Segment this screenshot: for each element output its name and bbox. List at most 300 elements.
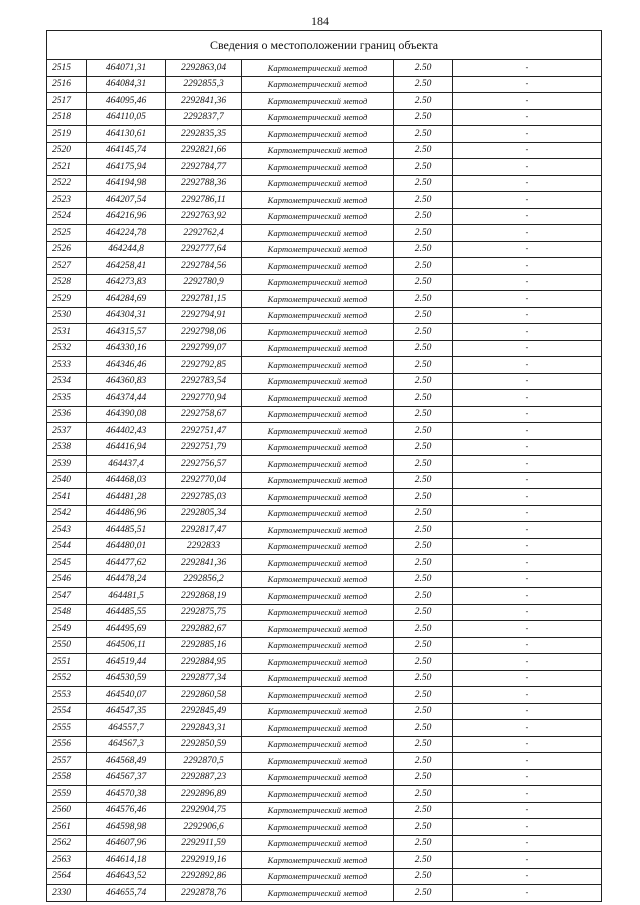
accuracy-cell: 2.50 bbox=[394, 456, 453, 473]
method-cell: Картометрический метод bbox=[242, 456, 394, 473]
x-coordinate-cell: 464304,31 bbox=[87, 307, 166, 324]
y-coordinate-cell: 2292799,07 bbox=[166, 340, 242, 357]
table-row bbox=[47, 687, 602, 704]
y-coordinate-cell: 2292837,7 bbox=[166, 109, 242, 126]
x-coordinate-cell: 464224,78 bbox=[87, 225, 166, 242]
description-cell: - bbox=[453, 571, 602, 588]
point-number-cell: 2547 bbox=[47, 588, 87, 605]
y-coordinate-cell: 2292751,47 bbox=[166, 423, 242, 440]
description-cell: - bbox=[453, 654, 602, 671]
point-number-cell: 2539 bbox=[47, 456, 87, 473]
table-row bbox=[47, 637, 602, 654]
y-coordinate-cell: 2292821,66 bbox=[166, 142, 242, 159]
point-number-cell: 2526 bbox=[47, 241, 87, 258]
description-cell: - bbox=[453, 802, 602, 819]
point-number-cell: 2546 bbox=[47, 571, 87, 588]
y-coordinate-cell: 2292877,34 bbox=[166, 670, 242, 687]
description-cell: - bbox=[453, 522, 602, 539]
accuracy-cell: 2.50 bbox=[394, 538, 453, 555]
x-coordinate-cell: 464481,28 bbox=[87, 489, 166, 506]
accuracy-cell: 2.50 bbox=[394, 175, 453, 192]
point-number-cell: 2556 bbox=[47, 736, 87, 753]
y-coordinate-cell: 2292904,75 bbox=[166, 802, 242, 819]
y-coordinate-cell: 2292868,19 bbox=[166, 588, 242, 605]
accuracy-cell: 2.50 bbox=[394, 687, 453, 704]
description-cell: - bbox=[453, 142, 602, 159]
x-coordinate-cell: 464346,46 bbox=[87, 357, 166, 374]
y-coordinate-cell: 2292780,9 bbox=[166, 274, 242, 291]
x-coordinate-cell: 464614,18 bbox=[87, 852, 166, 869]
description-cell: - bbox=[453, 291, 602, 308]
x-coordinate-cell: 464495,69 bbox=[87, 621, 166, 638]
x-coordinate-cell: 464481,5 bbox=[87, 588, 166, 605]
y-coordinate-cell: 2292882,67 bbox=[166, 621, 242, 638]
method-cell: Картометрический метод bbox=[242, 93, 394, 110]
description-cell: - bbox=[453, 703, 602, 720]
accuracy-cell: 2.50 bbox=[394, 753, 453, 770]
table-row bbox=[47, 522, 602, 539]
table-row bbox=[47, 241, 602, 258]
table-row bbox=[47, 192, 602, 209]
table-row bbox=[47, 621, 602, 638]
table-row bbox=[47, 571, 602, 588]
accuracy-cell: 2.50 bbox=[394, 439, 453, 456]
x-coordinate-cell: 464437,4 bbox=[87, 456, 166, 473]
point-number-cell: 2529 bbox=[47, 291, 87, 308]
table-row bbox=[47, 175, 602, 192]
x-coordinate-cell: 464568,49 bbox=[87, 753, 166, 770]
point-number-cell: 2542 bbox=[47, 505, 87, 522]
x-coordinate-cell: 464547,35 bbox=[87, 703, 166, 720]
method-cell: Картометрический метод bbox=[242, 637, 394, 654]
description-cell: - bbox=[453, 472, 602, 489]
y-coordinate-cell: 2292770,94 bbox=[166, 390, 242, 407]
y-coordinate-cell: 2292784,56 bbox=[166, 258, 242, 275]
x-coordinate-cell: 464330,16 bbox=[87, 340, 166, 357]
method-cell: Картометрический метод bbox=[242, 324, 394, 341]
y-coordinate-cell: 2292863,04 bbox=[166, 60, 242, 77]
point-number-cell: 2552 bbox=[47, 670, 87, 687]
x-coordinate-cell: 464506,11 bbox=[87, 637, 166, 654]
accuracy-cell: 2.50 bbox=[394, 324, 453, 341]
page-number: 184 bbox=[311, 14, 329, 28]
accuracy-cell: 2.50 bbox=[394, 390, 453, 407]
description-cell: - bbox=[453, 324, 602, 341]
point-number-cell: 2558 bbox=[47, 769, 87, 786]
y-coordinate-cell: 2292784,77 bbox=[166, 159, 242, 176]
accuracy-cell: 2.50 bbox=[394, 93, 453, 110]
y-coordinate-cell: 2292758,67 bbox=[166, 406, 242, 423]
x-coordinate-cell: 464390,08 bbox=[87, 406, 166, 423]
point-number-cell: 2541 bbox=[47, 489, 87, 506]
accuracy-cell: 2.50 bbox=[394, 621, 453, 638]
table-row bbox=[47, 406, 602, 423]
description-cell: - bbox=[453, 192, 602, 209]
description-cell: - bbox=[453, 868, 602, 885]
method-cell: Картометрический метод bbox=[242, 159, 394, 176]
y-coordinate-cell: 2292817,47 bbox=[166, 522, 242, 539]
table-row bbox=[47, 60, 602, 77]
description-cell: - bbox=[453, 225, 602, 242]
description-cell: - bbox=[453, 852, 602, 869]
y-coordinate-cell: 2292887,23 bbox=[166, 769, 242, 786]
table-row bbox=[47, 819, 602, 836]
point-number-cell: 2523 bbox=[47, 192, 87, 209]
x-coordinate-cell: 464468,03 bbox=[87, 472, 166, 489]
method-cell: Картометрический метод bbox=[242, 720, 394, 737]
accuracy-cell: 2.50 bbox=[394, 588, 453, 605]
method-cell: Картометрический метод bbox=[242, 340, 394, 357]
x-coordinate-cell: 464273,83 bbox=[87, 274, 166, 291]
accuracy-cell: 2.50 bbox=[394, 60, 453, 77]
table-row bbox=[47, 324, 602, 341]
accuracy-cell: 2.50 bbox=[394, 637, 453, 654]
method-cell: Картометрический метод bbox=[242, 489, 394, 506]
y-coordinate-cell: 2292870,5 bbox=[166, 753, 242, 770]
table-row bbox=[47, 439, 602, 456]
description-cell: - bbox=[453, 456, 602, 473]
point-number-cell: 2564 bbox=[47, 868, 87, 885]
table-row bbox=[47, 555, 602, 572]
table-row bbox=[47, 472, 602, 489]
accuracy-cell: 2.50 bbox=[394, 340, 453, 357]
accuracy-cell: 2.50 bbox=[394, 307, 453, 324]
y-coordinate-cell: 2292770,04 bbox=[166, 472, 242, 489]
point-number-cell: 2543 bbox=[47, 522, 87, 539]
x-coordinate-cell: 464557,7 bbox=[87, 720, 166, 737]
table-row bbox=[47, 390, 602, 407]
table-row bbox=[47, 736, 602, 753]
description-cell: - bbox=[453, 159, 602, 176]
point-number-cell: 2540 bbox=[47, 472, 87, 489]
point-number-cell: 2530 bbox=[47, 307, 87, 324]
description-cell: - bbox=[453, 357, 602, 374]
description-cell: - bbox=[453, 175, 602, 192]
description-cell: - bbox=[453, 786, 602, 803]
x-coordinate-cell: 464486,96 bbox=[87, 505, 166, 522]
table-row bbox=[47, 456, 602, 473]
boundary-coordinates-table-frame bbox=[46, 30, 601, 902]
point-number-cell: 2544 bbox=[47, 538, 87, 555]
table-row bbox=[47, 274, 602, 291]
x-coordinate-cell: 464655,74 bbox=[87, 885, 166, 902]
table-row bbox=[47, 489, 602, 506]
accuracy-cell: 2.50 bbox=[394, 703, 453, 720]
accuracy-cell: 2.50 bbox=[394, 208, 453, 225]
y-coordinate-cell: 2292788,36 bbox=[166, 175, 242, 192]
table-row bbox=[47, 307, 602, 324]
accuracy-cell: 2.50 bbox=[394, 241, 453, 258]
y-coordinate-cell: 2292855,3 bbox=[166, 76, 242, 93]
accuracy-cell: 2.50 bbox=[394, 142, 453, 159]
x-coordinate-cell: 464530,59 bbox=[87, 670, 166, 687]
x-coordinate-cell: 464416,94 bbox=[87, 439, 166, 456]
point-number-cell: 2527 bbox=[47, 258, 87, 275]
x-coordinate-cell: 464485,55 bbox=[87, 604, 166, 621]
x-coordinate-cell: 464194,98 bbox=[87, 175, 166, 192]
accuracy-cell: 2.50 bbox=[394, 489, 453, 506]
accuracy-cell: 2.50 bbox=[394, 819, 453, 836]
y-coordinate-cell: 2292875,75 bbox=[166, 604, 242, 621]
x-coordinate-cell: 464570,38 bbox=[87, 786, 166, 803]
y-coordinate-cell: 2292833 bbox=[166, 538, 242, 555]
point-number-cell: 2534 bbox=[47, 373, 87, 390]
table-row bbox=[47, 208, 602, 225]
point-number-cell: 2517 bbox=[47, 93, 87, 110]
x-coordinate-cell: 464478,24 bbox=[87, 571, 166, 588]
point-number-cell: 2563 bbox=[47, 852, 87, 869]
point-number-cell: 2560 bbox=[47, 802, 87, 819]
method-cell: Картометрический метод bbox=[242, 258, 394, 275]
y-coordinate-cell: 2292841,36 bbox=[166, 93, 242, 110]
accuracy-cell: 2.50 bbox=[394, 274, 453, 291]
x-coordinate-cell: 464402,43 bbox=[87, 423, 166, 440]
point-number-cell: 2516 bbox=[47, 76, 87, 93]
x-coordinate-cell: 464145,74 bbox=[87, 142, 166, 159]
y-coordinate-cell: 2292856,2 bbox=[166, 571, 242, 588]
y-coordinate-cell: 2292762,4 bbox=[166, 225, 242, 242]
table-row bbox=[47, 109, 602, 126]
description-cell: - bbox=[453, 126, 602, 143]
table-row bbox=[47, 852, 602, 869]
point-number-cell: 2518 bbox=[47, 109, 87, 126]
x-coordinate-cell: 464607,96 bbox=[87, 835, 166, 852]
table-row bbox=[47, 291, 602, 308]
y-coordinate-cell: 2292777,64 bbox=[166, 241, 242, 258]
accuracy-cell: 2.50 bbox=[394, 604, 453, 621]
description-cell: - bbox=[453, 835, 602, 852]
x-coordinate-cell: 464360,83 bbox=[87, 373, 166, 390]
description-cell: - bbox=[453, 208, 602, 225]
table-row bbox=[47, 93, 602, 110]
method-cell: Картометрический метод bbox=[242, 852, 394, 869]
accuracy-cell: 2.50 bbox=[394, 76, 453, 93]
method-cell: Картометрический метод bbox=[242, 604, 394, 621]
point-number-cell: 2557 bbox=[47, 753, 87, 770]
accuracy-cell: 2.50 bbox=[394, 406, 453, 423]
x-coordinate-cell: 464485,51 bbox=[87, 522, 166, 539]
table-row bbox=[47, 225, 602, 242]
method-cell: Картометрический метод bbox=[242, 835, 394, 852]
accuracy-cell: 2.50 bbox=[394, 225, 453, 242]
y-coordinate-cell: 2292798,06 bbox=[166, 324, 242, 341]
accuracy-cell: 2.50 bbox=[394, 472, 453, 489]
table-row bbox=[47, 423, 602, 440]
method-cell: Картометрический метод bbox=[242, 439, 394, 456]
y-coordinate-cell: 2292783,54 bbox=[166, 373, 242, 390]
accuracy-cell: 2.50 bbox=[394, 258, 453, 275]
point-number-cell: 2330 bbox=[47, 885, 87, 902]
method-cell: Картометрический метод bbox=[242, 241, 394, 258]
point-number-cell: 2531 bbox=[47, 324, 87, 341]
method-cell: Картометрический метод bbox=[242, 769, 394, 786]
x-coordinate-cell: 464130,61 bbox=[87, 126, 166, 143]
table-row bbox=[47, 142, 602, 159]
description-cell: - bbox=[453, 258, 602, 275]
point-number-cell: 2520 bbox=[47, 142, 87, 159]
y-coordinate-cell: 2292751,79 bbox=[166, 439, 242, 456]
method-cell: Картометрический метод bbox=[242, 76, 394, 93]
y-coordinate-cell: 2292843,31 bbox=[166, 720, 242, 737]
x-coordinate-cell: 464207,54 bbox=[87, 192, 166, 209]
table-body bbox=[47, 60, 602, 902]
description-cell: - bbox=[453, 93, 602, 110]
method-cell: Картометрический метод bbox=[242, 654, 394, 671]
point-number-cell: 2519 bbox=[47, 126, 87, 143]
method-cell: Картометрический метод bbox=[242, 307, 394, 324]
method-cell: Картометрический метод bbox=[242, 621, 394, 638]
point-number-cell: 2549 bbox=[47, 621, 87, 638]
method-cell: Картометрический метод bbox=[242, 703, 394, 720]
table-title: Сведения о местоположении границ объекта bbox=[47, 31, 602, 60]
method-cell: Картометрический метод bbox=[242, 868, 394, 885]
table-row bbox=[47, 340, 602, 357]
point-number-cell: 2550 bbox=[47, 637, 87, 654]
accuracy-cell: 2.50 bbox=[394, 571, 453, 588]
x-coordinate-cell: 464244,8 bbox=[87, 241, 166, 258]
y-coordinate-cell: 2292835,35 bbox=[166, 126, 242, 143]
x-coordinate-cell: 464576,46 bbox=[87, 802, 166, 819]
table-row bbox=[47, 604, 602, 621]
accuracy-cell: 2.50 bbox=[394, 868, 453, 885]
x-coordinate-cell: 464175,94 bbox=[87, 159, 166, 176]
x-coordinate-cell: 464095,46 bbox=[87, 93, 166, 110]
x-coordinate-cell: 464216,96 bbox=[87, 208, 166, 225]
x-coordinate-cell: 464374,44 bbox=[87, 390, 166, 407]
description-cell: - bbox=[453, 307, 602, 324]
table-row bbox=[47, 357, 602, 374]
point-number-cell: 2536 bbox=[47, 406, 87, 423]
accuracy-cell: 2.50 bbox=[394, 769, 453, 786]
table-row bbox=[47, 720, 602, 737]
table-row bbox=[47, 654, 602, 671]
method-cell: Картометрический метод bbox=[242, 588, 394, 605]
point-number-cell: 2548 bbox=[47, 604, 87, 621]
x-coordinate-cell: 464480,01 bbox=[87, 538, 166, 555]
y-coordinate-cell: 2292878,76 bbox=[166, 885, 242, 902]
x-coordinate-cell: 464477,62 bbox=[87, 555, 166, 572]
table-row bbox=[47, 373, 602, 390]
point-number-cell: 2545 bbox=[47, 555, 87, 572]
description-cell: - bbox=[453, 423, 602, 440]
method-cell: Картометрический метод bbox=[242, 505, 394, 522]
table-row bbox=[47, 505, 602, 522]
y-coordinate-cell: 2292781,15 bbox=[166, 291, 242, 308]
point-number-cell: 2561 bbox=[47, 819, 87, 836]
y-coordinate-cell: 2292805,34 bbox=[166, 505, 242, 522]
point-number-cell: 2524 bbox=[47, 208, 87, 225]
accuracy-cell: 2.50 bbox=[394, 291, 453, 308]
method-cell: Картометрический метод bbox=[242, 60, 394, 77]
method-cell: Картометрический метод bbox=[242, 555, 394, 572]
point-number-cell: 2537 bbox=[47, 423, 87, 440]
table-row bbox=[47, 538, 602, 555]
accuracy-cell: 2.50 bbox=[394, 670, 453, 687]
y-coordinate-cell: 2292911,59 bbox=[166, 835, 242, 852]
y-coordinate-cell: 2292896,89 bbox=[166, 786, 242, 803]
description-cell: - bbox=[453, 406, 602, 423]
method-cell: Картометрический метод bbox=[242, 753, 394, 770]
point-number-cell: 2535 bbox=[47, 390, 87, 407]
x-coordinate-cell: 464643,52 bbox=[87, 868, 166, 885]
method-cell: Картометрический метод bbox=[242, 423, 394, 440]
table-row bbox=[47, 885, 602, 902]
table-row bbox=[47, 769, 602, 786]
point-number-cell: 2551 bbox=[47, 654, 87, 671]
y-coordinate-cell: 2292763,92 bbox=[166, 208, 242, 225]
method-cell: Картометрический метод bbox=[242, 390, 394, 407]
x-coordinate-cell: 464567,3 bbox=[87, 736, 166, 753]
method-cell: Картометрический метод bbox=[242, 802, 394, 819]
accuracy-cell: 2.50 bbox=[394, 522, 453, 539]
description-cell: - bbox=[453, 274, 602, 291]
table-row bbox=[47, 258, 602, 275]
method-cell: Картометрический метод bbox=[242, 109, 394, 126]
description-cell: - bbox=[453, 769, 602, 786]
method-cell: Картометрический метод bbox=[242, 406, 394, 423]
y-coordinate-cell: 2292885,16 bbox=[166, 637, 242, 654]
description-cell: - bbox=[453, 60, 602, 77]
method-cell: Картометрический метод bbox=[242, 225, 394, 242]
x-coordinate-cell: 464315,57 bbox=[87, 324, 166, 341]
method-cell: Картометрический метод bbox=[242, 126, 394, 143]
method-cell: Картометрический метод bbox=[242, 687, 394, 704]
accuracy-cell: 2.50 bbox=[394, 373, 453, 390]
x-coordinate-cell: 464258,41 bbox=[87, 258, 166, 275]
point-number-cell: 2554 bbox=[47, 703, 87, 720]
accuracy-cell: 2.50 bbox=[394, 505, 453, 522]
method-cell: Картометрический метод bbox=[242, 736, 394, 753]
description-cell: - bbox=[453, 109, 602, 126]
accuracy-cell: 2.50 bbox=[394, 720, 453, 737]
description-cell: - bbox=[453, 588, 602, 605]
table-row bbox=[47, 670, 602, 687]
method-cell: Картометрический метод bbox=[242, 142, 394, 159]
y-coordinate-cell: 2292919,16 bbox=[166, 852, 242, 869]
accuracy-cell: 2.50 bbox=[394, 802, 453, 819]
description-cell: - bbox=[453, 555, 602, 572]
point-number-cell: 2555 bbox=[47, 720, 87, 737]
description-cell: - bbox=[453, 390, 602, 407]
description-cell: - bbox=[453, 373, 602, 390]
table-row bbox=[47, 588, 602, 605]
method-cell: Картометрический метод bbox=[242, 819, 394, 836]
accuracy-cell: 2.50 bbox=[394, 192, 453, 209]
method-cell: Картометрический метод bbox=[242, 192, 394, 209]
y-coordinate-cell: 2292792,85 bbox=[166, 357, 242, 374]
accuracy-cell: 2.50 bbox=[394, 357, 453, 374]
y-coordinate-cell: 2292786,11 bbox=[166, 192, 242, 209]
y-coordinate-cell: 2292860,58 bbox=[166, 687, 242, 704]
y-coordinate-cell: 2292756,57 bbox=[166, 456, 242, 473]
point-number-cell: 2559 bbox=[47, 786, 87, 803]
accuracy-cell: 2.50 bbox=[394, 852, 453, 869]
boundary-coordinates-table bbox=[46, 30, 602, 902]
description-cell: - bbox=[453, 489, 602, 506]
table-row bbox=[47, 126, 602, 143]
point-number-cell: 2525 bbox=[47, 225, 87, 242]
accuracy-cell: 2.50 bbox=[394, 885, 453, 902]
description-cell: - bbox=[453, 670, 602, 687]
y-coordinate-cell: 2292906,6 bbox=[166, 819, 242, 836]
description-cell: - bbox=[453, 753, 602, 770]
method-cell: Картометрический метод bbox=[242, 786, 394, 803]
point-number-cell: 2522 bbox=[47, 175, 87, 192]
point-number-cell: 2533 bbox=[47, 357, 87, 374]
description-cell: - bbox=[453, 505, 602, 522]
table-row bbox=[47, 753, 602, 770]
description-cell: - bbox=[453, 720, 602, 737]
